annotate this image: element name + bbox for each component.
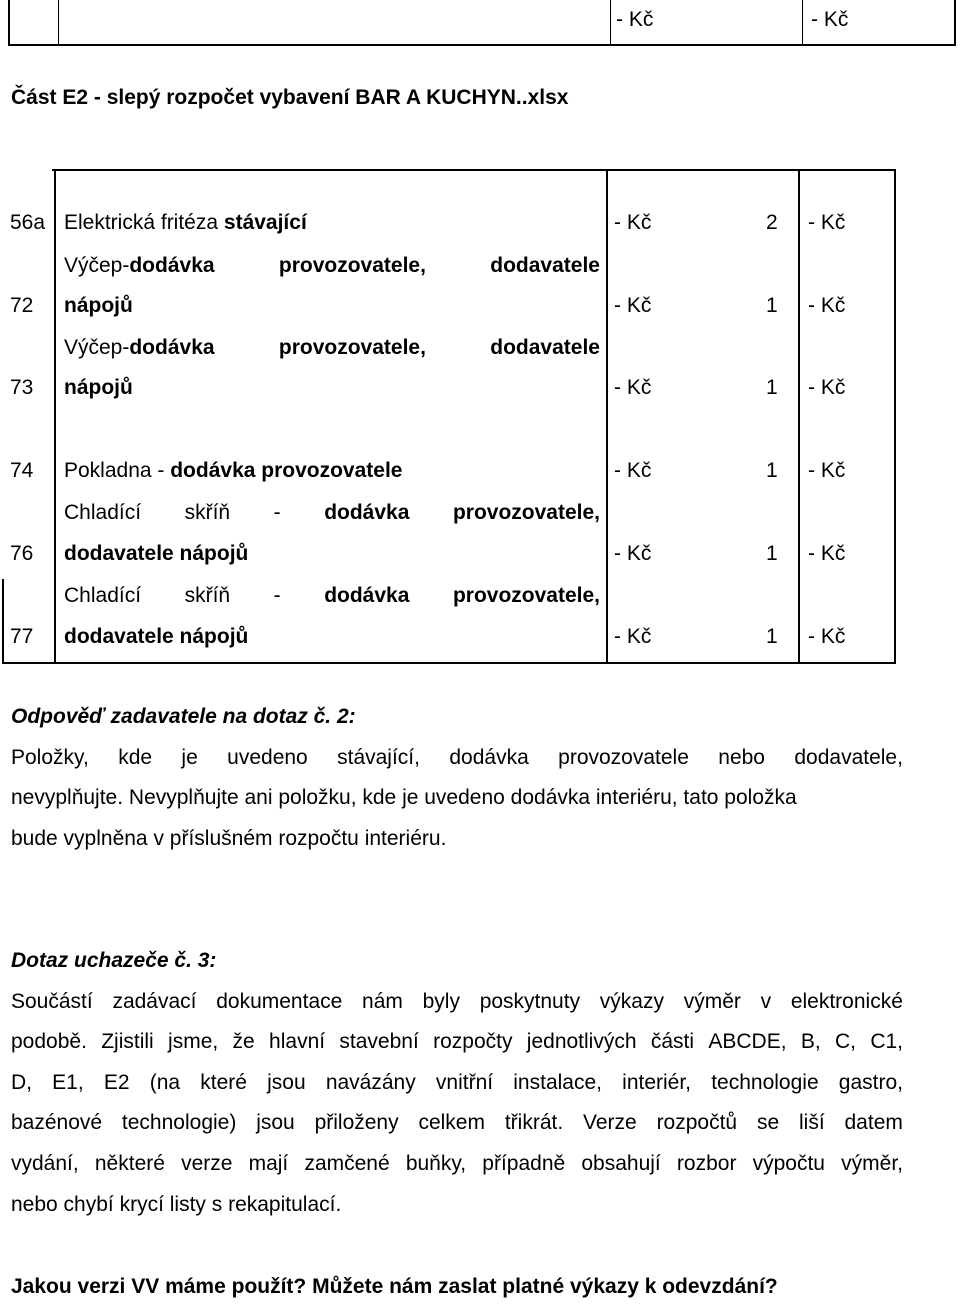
item-price: - Kč bbox=[614, 542, 652, 565]
item-description-line1: Výčep-dodávka provozovatele, dodavatele bbox=[64, 336, 600, 359]
item-quantity: 1 bbox=[766, 542, 778, 565]
item-price: - Kč bbox=[614, 294, 652, 317]
question-3-line: bazénové technologie) jsou přiloženy celkem třikrát. Verze rozpočtů se liší datem bbox=[11, 1111, 903, 1135]
item-quantity: 2 bbox=[766, 211, 778, 234]
item-number: 56a bbox=[10, 211, 46, 234]
file-title: Část E2 - slepý rozpočet vybavení BAR A KUCHYN..xlsx bbox=[11, 86, 569, 109]
question-3-body bbox=[11, 982, 903, 1185]
question-3-line: D, E1, E2 (na které jsou navázány vnitřní instalace, interiér, technologie gastro, bbox=[11, 1070, 903, 1094]
item-total: - Kč bbox=[808, 294, 846, 317]
item-number: 73 bbox=[10, 376, 34, 399]
question-3-line: podobě. Zjistili jsme, že hlavní stavební rozpočty jednotlivých části ABCDE, B, C, C1, bbox=[11, 1030, 903, 1054]
question-3-heading: Dotaz uchazeče č. 3: bbox=[11, 949, 217, 972]
answer-2-line: bude vyplněna v příslušném rozpočtu interiéru. bbox=[11, 826, 447, 850]
item-total: - Kč bbox=[808, 211, 846, 234]
item-description-line2: dodavatele nápojů bbox=[64, 542, 249, 565]
question-3-line: nebo chybí krycí listy s rekapitulací. bbox=[11, 1192, 342, 1216]
item-quantity: 1 bbox=[766, 625, 778, 648]
item-quantity: 1 bbox=[766, 294, 778, 317]
item-total: - Kč bbox=[808, 376, 846, 399]
item-total: - Kč bbox=[808, 625, 846, 648]
items-table bbox=[2, 169, 896, 664]
item-description-line1: Chladící skříň - dodávka provozovatele, bbox=[64, 501, 600, 524]
item-number: 72 bbox=[10, 294, 34, 317]
item-quantity: 1 bbox=[766, 459, 778, 482]
item-description-line1: Výčep-dodávka provozovatele, dodavatele bbox=[64, 254, 600, 277]
item-description: Elektrická fritéza stávající bbox=[64, 211, 307, 234]
answer-2-line: Položky, kde je uvedeno stávající, dodávka provozovatele nebo dodavatele, bbox=[11, 745, 903, 769]
item-price: - Kč bbox=[614, 625, 652, 648]
item-price: - Kč bbox=[614, 459, 652, 482]
item-price: - Kč bbox=[614, 211, 652, 234]
item-description-line2: nápojů bbox=[64, 376, 133, 399]
top-table-fragment bbox=[8, 0, 956, 46]
item-number: 76 bbox=[10, 542, 34, 565]
item-price: - Kč bbox=[614, 376, 652, 399]
question-3-section bbox=[11, 941, 903, 1225]
answer-2-heading: Odpověď zadavatele na dotaz č. 2: bbox=[11, 705, 356, 728]
top-row-price: - Kč bbox=[616, 8, 654, 31]
item-description-line2: dodavatele nápojů bbox=[64, 625, 249, 648]
item-description-line1: Chladící skříň - dodávka provozovatele, bbox=[64, 584, 600, 607]
item-description-line2: nápojů bbox=[64, 294, 133, 317]
item-total: - Kč bbox=[808, 542, 846, 565]
item-number: 77 bbox=[10, 625, 34, 648]
item-quantity: 1 bbox=[766, 376, 778, 399]
final-question: Jakou verzi VV máme použít? Můžete nám zaslat platné výkazy k odevzdání? bbox=[11, 1275, 778, 1298]
question-3-line: Součástí zadávací dokumentace nám byly poskytnuty výkazy výměr v elektronické bbox=[11, 989, 903, 1013]
question-3-line: vydání, některé verze mají zamčené buňky, případně obsahují rozbor výpočtu výměr, bbox=[11, 1151, 903, 1175]
top-row-total: - Kč bbox=[811, 8, 849, 31]
answer-2-line: nevyplňujte. Nevyplňujte ani položku, kde je uvedeno dodávka interiéru, tato položka bbox=[11, 786, 797, 810]
answer-2-section bbox=[11, 697, 903, 859]
item-total: - Kč bbox=[808, 459, 846, 482]
item-description: Pokladna - dodávka provozovatele bbox=[64, 459, 403, 482]
item-number: 74 bbox=[10, 459, 34, 482]
